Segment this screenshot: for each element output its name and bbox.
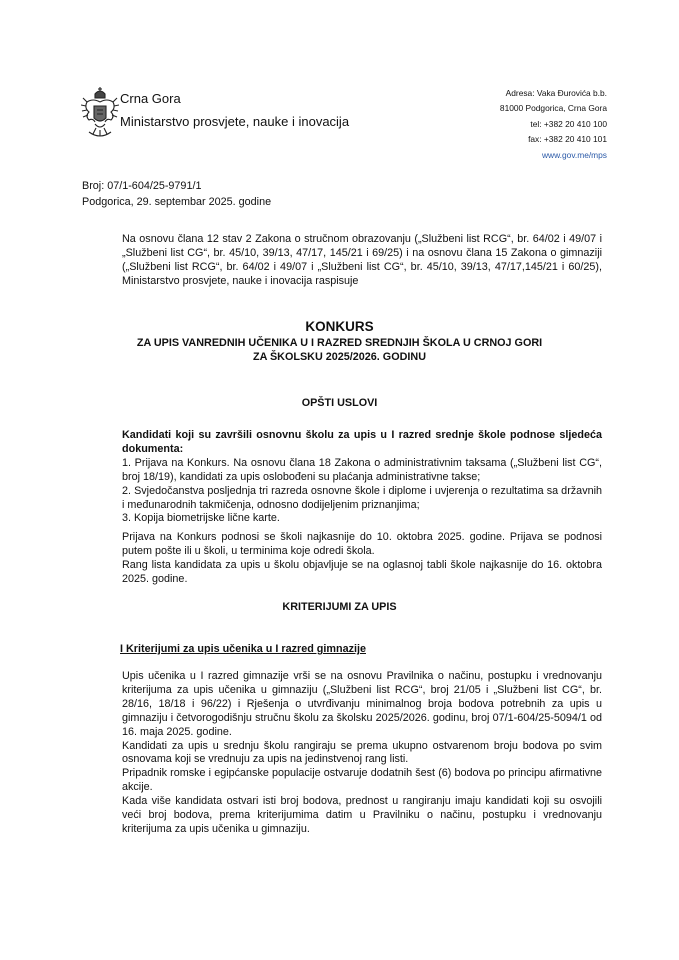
submission-deadline: Prijava na Konkurs podnosi se školi najkasnije do 10. oktobra 2025. godine. Prijava se podnosi putem pošte ili u školi, u terminima koje odredi škola. [122,531,602,557]
general-conditions-list [82,429,602,526]
rank-list-info: Rang lista kandidata za upis u školu objavljuje se na oglasnoj tabli škole najkasnije do 16. oktobra 2025. godine. [122,558,602,585]
address-line-2: 81000 Podgorica, Crna Gora [499,103,607,114]
reference-number: Broj: 07/1-604/25-9791/1 [82,180,202,192]
fax-number: fax: +382 20 410 101 [528,134,607,145]
ministry-name: Ministarstvo prosvjete, nauke i inovacija [120,114,350,129]
general-item-3: 3. Kopija biometrijske lične karte. [122,512,280,525]
general-item-2: 2. Svjedočanstva posljednja tri razreda osnovne škole i diplome i uvjerenja o rezultatima sa državnih i međunarodnih takmičenja, odnosno dodijeljenim priznanjima; [122,484,602,511]
document-subtitle-1: ZA UPIS VANREDNIH UČENIKA U I RAZRED SREDNJIH ŠKOLA U CRNOJ GORI [136,337,543,349]
document-subtitle-2: ZA ŠKOLSKU 2025/2026. GODINU [252,351,426,363]
address-line-1: Adresa: Vaka Đurovića b.b. [505,88,607,98]
criteria-heading: KRITERIJUMI ZA UPIS [282,601,397,613]
intro-text: Na osnovu člana 12 stav 2 Zakona o stručnom obrazovanju („Službeni list RCG“, br. 64/02 i 49/07 i „Službeni list CG“, br. 45/10, 39/13, 47/17, 145/21 i 69/25) i na osnovu člana 15 Zakona o gimnaziji („Službeni list RCG“, br. 64/02 i 49/07 i „Službeni list CG“, br. 45/10, 39/13, 47/17,145/21 i 60/25), Ministarstvo prosvjete, nauke i inovacija raspisuje [122,233,602,287]
general-item-1: 1. Prijava na Konkurs. Na osnovu člana 18 Zakona o administrativnim taksama („Službeni list CG“, broj 18/19), kandidati za upis oslobođeni su plaćanja administrativne takse; [122,456,602,483]
gymnasium-criteria-subheading: I Kriterijumi za upis učenika u I razred gimnazije [120,643,366,655]
general-lead: Kandidati koji su završili osnovnu školu za upis u I razred srednje škole podnose sljedeća dokumenta: [122,429,602,455]
general-conditions-heading: OPŠTI USLOVI [301,397,378,409]
contact-block [500,86,607,163]
phone-number: tel: +382 20 410 100 [530,118,607,129]
criteria-paragraph-1: Upis učenika u I razred gimnazije vrši se na osnovu Pravilnika o načinu, postupku i vrednovanju kriterijuma za upis učenika u gimnaziju („Službeni list RCG“, broj 21/05 i „Službeni list CG“, br. 28/16, 18/18 i 96/22) i Rješenja o utvrđivanju minimalnog broja bodova potrebnih za upis u gimnaziju i četvorogodišnju stručnu školu za školsku 2025/2026. godinu, broj 07/1-604/25-5094/1 od 16. maja 2025. godine. [122,670,602,738]
document-reference [82,178,271,210]
criteria-paragraph-3: Pripadnik romske i egipćanske populacije ostvaruje dodatnih šest (6) bodova po principu afirmativne akcije. [122,767,602,794]
intro-paragraph [82,233,602,289]
criteria-paragraph-2: Kandidati za upis u srednju školu rangiraju se prema ukupno ostvarenom broju bodova po svim osnovama koji se vrednuju za upis na jedinstvenoj rang listi. [122,739,602,766]
place-and-date: Podgorica, 29. septembar 2025. godine [82,196,272,208]
submission-info [82,531,602,587]
document-title: KONKURS [305,319,374,334]
criteria-paragraph-4: Kada više kandidata ostvari isti broj bodova, prednost u rangiranju imaju kandidati koji su osvojili veći broj bodova, prema kriterijumima datim u Pravilniku o načinu, postupku i vrednovanju kriterijuma za upis učenika u gimnaziju. [122,795,602,835]
website-link[interactable]: www.gov.me/mps [542,149,607,160]
country-name: Crna Gora [120,91,181,106]
gymnasium-criteria-body [82,670,602,837]
coat-of-arms-icon [81,86,119,146]
